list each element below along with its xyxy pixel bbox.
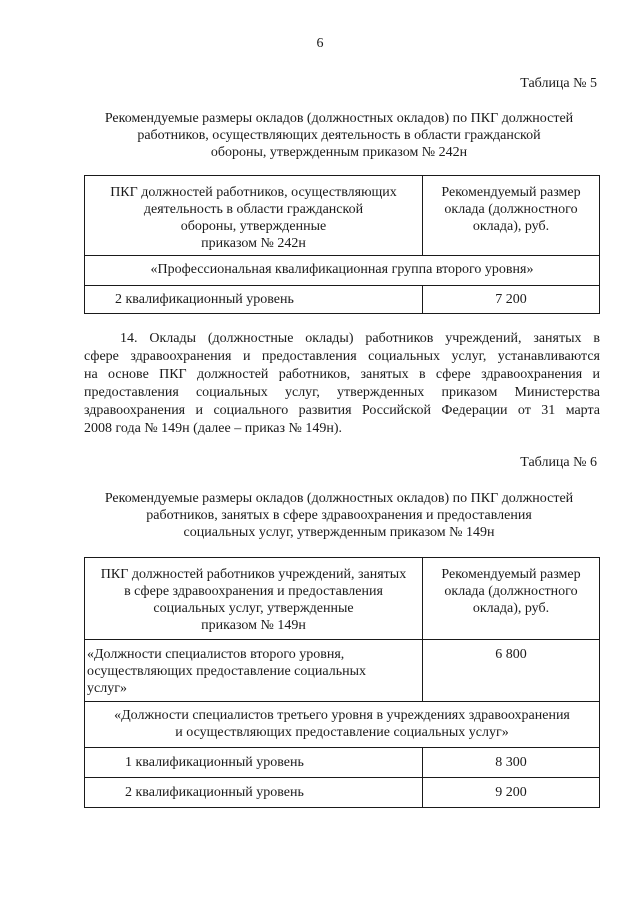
table5-header-col1	[85, 176, 423, 256]
table-row	[85, 640, 600, 702]
table-row	[85, 748, 600, 778]
table5-label: Таблица № 5	[520, 76, 597, 91]
header-line: приказом № 242н	[201, 236, 306, 251]
table6-header-row	[85, 558, 600, 640]
table6-row-level: 1 квалификационный уровень	[85, 748, 423, 778]
paragraph-line: 2008 года № 149н (далее – приказ № 149н).	[84, 421, 343, 436]
table6-group-cell	[85, 702, 600, 748]
table5-group-row	[85, 256, 600, 286]
table6	[84, 557, 600, 808]
header-line: деятельность в области гражданской	[143, 202, 364, 217]
header-line: социальных услуг, утвержденные	[153, 601, 354, 616]
header-line: оклада (должностного	[444, 584, 578, 599]
row-line: «Должности специалистов второго уровня,	[87, 647, 345, 662]
header-line: в сфере здравоохранения и предоставления	[124, 584, 383, 599]
table6-title-line: работников, занятых в сфере здравоохранения и предоставления	[146, 508, 532, 523]
table5-title-line: обороны, утвержденным приказом № 242н	[210, 145, 468, 160]
table6-header-col2	[423, 558, 600, 640]
table6-row1-amount: 6 800	[423, 640, 600, 702]
table5-row-level: 2 квалификационный уровень	[85, 286, 423, 314]
paragraph-line: здравоохранения и социального развития Российской Федерации от 31 марта	[84, 403, 600, 418]
header-line: ПКГ должностей работников учреждений, занятых	[100, 567, 407, 582]
header-line: Рекомендуемый размер	[441, 185, 581, 200]
paragraph-line: сфере здравоохранения и предоставления социальных услуг, устанавливаются	[84, 349, 600, 364]
header-line: оклада), руб.	[472, 601, 550, 616]
table6-title-line: Рекомендуемые размеры окладов (должностных окладов) по ПКГ должностей	[104, 491, 574, 506]
table5-title-line: Рекомендуемые размеры окладов (должностных окладов) по ПКГ должностей	[104, 111, 574, 126]
page-number: 6	[316, 36, 324, 51]
paragraph-line: 14. Оклады (должностные оклады) работников учреждений, занятых в	[120, 331, 600, 346]
table6-row-amount: 9 200	[423, 778, 600, 808]
table6-group-row	[85, 702, 600, 748]
paragraph-14	[84, 330, 600, 438]
header-line: Рекомендуемый размер	[441, 567, 581, 582]
group-line: и осуществляющих предоставление социальных услуг»	[175, 725, 509, 740]
row-line: услуг»	[87, 681, 127, 696]
paragraph-line: предоставления социальных услуг, утвержденных приказом Министерства	[84, 385, 600, 400]
table6-header-col1	[85, 558, 423, 640]
table5	[84, 175, 600, 314]
table5-group-cell: «Профессиональная квалификационная группа второго уровня»	[85, 256, 600, 286]
table6-row1-label	[85, 640, 423, 702]
paragraph-line: на основе ПКГ должностей работников, занятых в сфере здравоохранения и	[84, 367, 600, 382]
header-line: оклада), руб.	[472, 219, 550, 234]
header-line: обороны, утвержденные	[180, 219, 327, 234]
table-row	[85, 286, 600, 314]
table5-row-amount: 7 200	[423, 286, 600, 314]
table-row	[85, 778, 600, 808]
row-line: осуществляющих предоставление социальных	[87, 664, 366, 679]
table6-title	[84, 490, 594, 541]
table5-title-line: работников, осуществляющих деятельность в области гражданской	[137, 128, 541, 143]
header-line: оклада (должностного	[444, 202, 578, 217]
table5-header-row	[85, 176, 600, 256]
table5-header-col2	[423, 176, 600, 256]
table6-row-level: 2 квалификационный уровень	[85, 778, 423, 808]
table6-title-line: социальных услуг, утвержденным приказом № 149н	[183, 525, 495, 540]
table6-row-amount: 8 300	[423, 748, 600, 778]
table5-title	[84, 110, 594, 161]
table6-label: Таблица № 6	[520, 455, 597, 470]
group-line: «Должности специалистов третьего уровня в учреждениях здравоохранения	[114, 708, 570, 723]
header-line: ПКГ должностей работников, осуществляющих	[110, 185, 397, 200]
header-line: приказом № 149н	[201, 618, 306, 633]
